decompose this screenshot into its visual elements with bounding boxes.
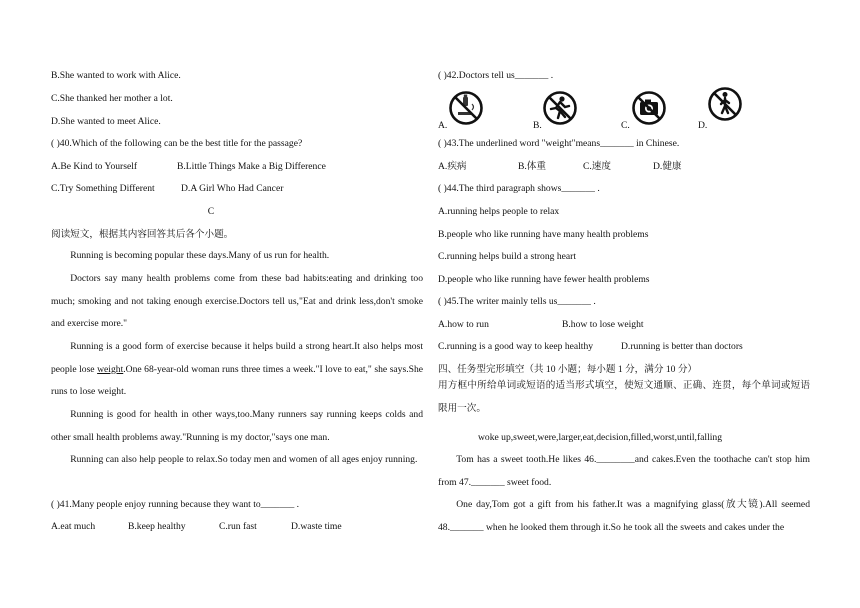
q44-option-c: C.running helps build a strong heart bbox=[438, 251, 577, 262]
reading-instruction: 阅读短文，根据其内容回答其后各个小题。 bbox=[51, 229, 234, 240]
q39-option-c: C.She thanked her mother a lot. bbox=[51, 93, 173, 104]
q40-option-d: D.A Girl Who Had Cancer bbox=[181, 183, 284, 194]
q43-stem: ( )43.The underlined word "weight"means_______ in Chinese. bbox=[438, 138, 680, 149]
q40-option-a: A.Be Kind to Yourself bbox=[51, 161, 138, 172]
no-smoking-drinking-icon bbox=[448, 90, 484, 126]
q45-option-c: C.running is a good way to keep healthy bbox=[438, 341, 594, 352]
no-running-icon bbox=[542, 90, 578, 126]
q44-option-a: A.running helps people to relax bbox=[438, 206, 560, 217]
q43-option-c: C.速度 bbox=[583, 161, 611, 172]
q42-signs bbox=[438, 86, 810, 132]
q42-label-d: D. bbox=[698, 120, 708, 131]
section4-title: 四、任务型完形填空（共 10 小题；每小题 1 分，满分 10 分） bbox=[438, 364, 698, 375]
q41-option-b: B.keep healthy bbox=[128, 521, 186, 532]
q42-stem: ( )42.Doctors tell us_______ . bbox=[438, 70, 554, 81]
q44-option-d: D.people who like running have fewer health problems bbox=[438, 274, 650, 285]
passage-paragraph-3 bbox=[51, 336, 423, 404]
no-camera-icon bbox=[631, 90, 667, 126]
q45-option-d: D.running is better than doctors bbox=[621, 341, 743, 352]
section4-instruction: 用方框中所给单词或短语的适当形式填空，使短文通顺、正确、连贯，每个单词或短语限用一次。 bbox=[438, 380, 810, 414]
p3-text-after: .One 68-year-old woman runs three times a week."I love to eat," she says.She runs to lose weight. bbox=[51, 363, 424, 398]
cloze-paragraph-1: Tom has a sweet tooth.He likes 46.________and cakes.Even the toothache can't stop him from 47._______ sweet food. bbox=[438, 454, 810, 488]
q42-label-b: B. bbox=[533, 120, 542, 131]
q45-option-a: A.how to run bbox=[438, 319, 489, 330]
passage-paragraph-1: Running is becoming popular these days.Many of us run for health. bbox=[70, 250, 330, 261]
q40-option-c: C.Try Something Different bbox=[51, 183, 155, 194]
q43-option-d: D.健康 bbox=[653, 161, 682, 172]
q42-label-a: A. bbox=[438, 120, 448, 131]
q43-option-b: B.体重 bbox=[518, 161, 546, 172]
q40-stem: ( )40.Which of the following can be the best title for the passage? bbox=[51, 138, 303, 149]
q42-label-c: C. bbox=[621, 120, 630, 131]
underlined-word-weight: weight bbox=[97, 363, 124, 375]
q43-option-a: A.疾病 bbox=[438, 161, 467, 172]
q45-option-b: B.how to lose weight bbox=[562, 319, 644, 330]
no-walking-icon bbox=[707, 86, 743, 122]
q40-option-b: B.Little Things Make a Big Difference bbox=[177, 161, 326, 172]
q39-option-d: D.She wanted to meet Alice. bbox=[51, 116, 161, 127]
passage-paragraph-5: Running can also help people to relax.So today men and women of all ages enjoy running. bbox=[70, 454, 418, 465]
q44-stem: ( )44.The third paragraph shows_______ . bbox=[438, 183, 600, 194]
section-letter: C bbox=[207, 206, 215, 217]
q39-option-b: B.She wanted to work with Alice. bbox=[51, 70, 181, 81]
cloze-paragraph-2: One day,Tom got a gift from his father.It was a magnifying glass(放大镜).All seemed 48._______ when he looked them through it.So he took all the sweets and cakes under the bbox=[438, 499, 810, 533]
passage-paragraph-4: Running is good for health in other ways,too.Many runners say running keeps colds and other small health problems away."Running is my doctor,"says one man. bbox=[51, 409, 423, 443]
word-box: woke up,sweet,were,larger,eat,decision,filled,worst,until,falling bbox=[478, 432, 723, 443]
q41-option-d: D.waste time bbox=[291, 521, 342, 532]
passage-paragraph-2: Doctors say many health problems come from these bad habits:eating and drinking too much; smoking and not taking enough exercise.Doctors tell us,"Eat and drink less,don't smoke and exercise more." bbox=[51, 273, 423, 330]
q44-option-b: B.people who like running have many health problems bbox=[438, 229, 649, 240]
q45-stem: ( )45.The writer mainly tells us_______ . bbox=[438, 296, 596, 307]
q41-stem: ( )41.Many people enjoy running because they want to_______ . bbox=[51, 499, 300, 510]
q41-option-a: A.eat much bbox=[51, 521, 96, 532]
p3-text-before: Running is a good form of exercise because it helps build a strong heart.It also helps most people lose bbox=[51, 341, 423, 375]
q41-option-c: C.run fast bbox=[219, 521, 257, 532]
